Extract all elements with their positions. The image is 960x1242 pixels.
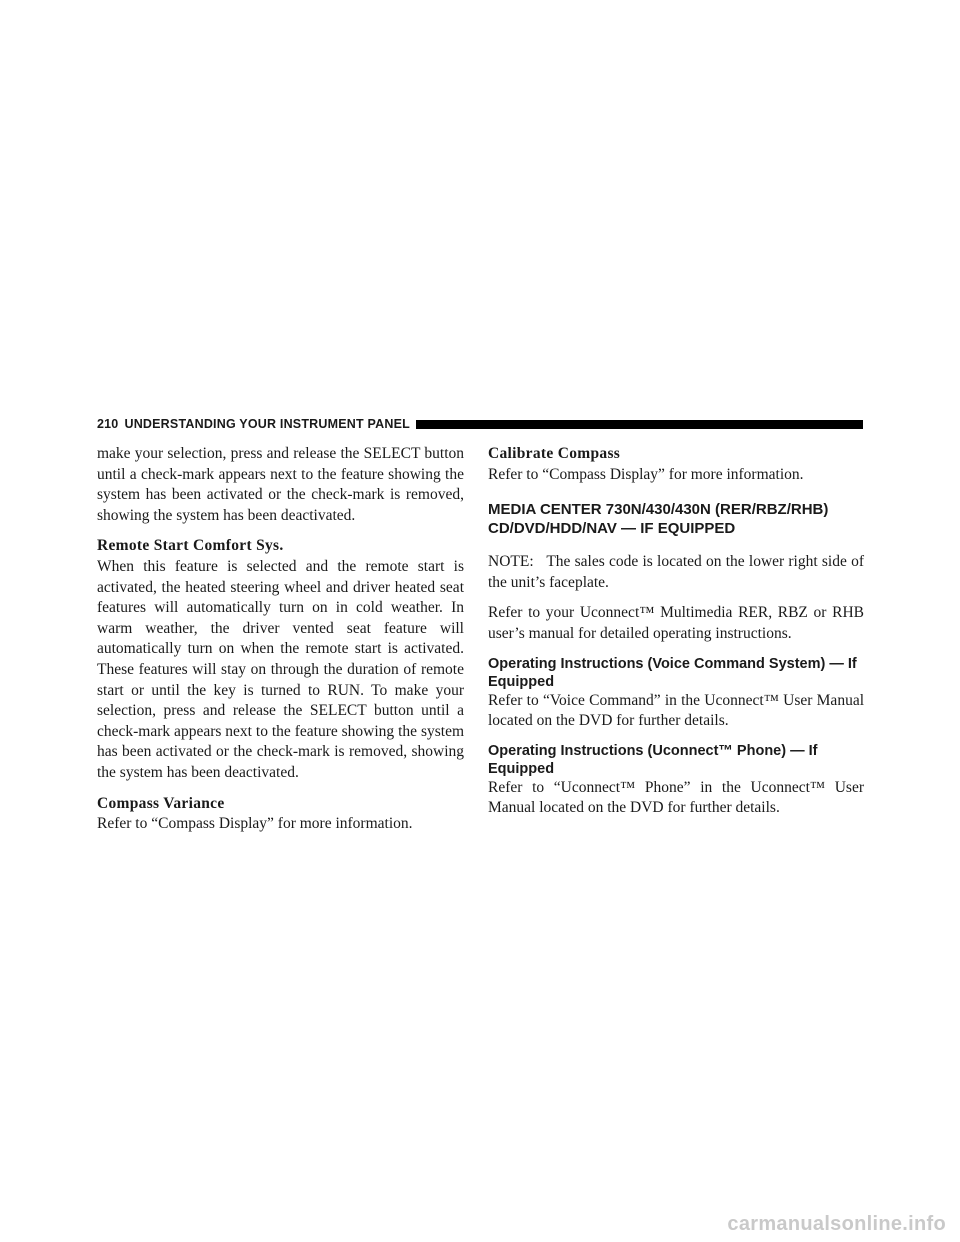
compass-variance-heading: Compass Variance	[97, 794, 225, 812]
header-rule	[416, 420, 863, 429]
phone-heading: Operating Instructions (Uconnect™ Phone) — If Equipped	[488, 742, 818, 777]
note-label: NOTE:	[488, 553, 534, 571]
note-paragraph	[488, 552, 864, 593]
watermark-text: carmanualsonline.info	[727, 1213, 946, 1235]
calibrate-compass-body: Refer to “Compass Display” for more information.	[488, 465, 804, 483]
section-title: UNDERSTANDING YOUR INSTRUMENT PANEL	[124, 417, 410, 431]
right-column	[488, 444, 864, 829]
voice-command-body: Refer to “Voice Command” in the Uconnect™ User Manual located on the DVD for further details.	[488, 691, 864, 730]
phone-body: Refer to “Uconnect™ Phone” in the Uconnect™ User Manual located on the DVD for further details.	[488, 778, 864, 817]
page-number: 210	[97, 417, 119, 431]
media-center-body: Refer to your Uconnect™ Multimedia RER, RBZ or RHB user’s manual for detailed operating instructions.	[488, 604, 864, 642]
media-center-heading: MEDIA CENTER 730N/430/430N (RER/RBZ/RHB) CD/DVD/HDD/NAV — IF EQUIPPED	[488, 501, 829, 537]
remote-start-heading: Remote Start Comfort Sys.	[97, 537, 284, 555]
compass-variance-body: Refer to “Compass Display” for more information.	[97, 815, 413, 833]
page-header	[97, 416, 863, 432]
note-body: The sales code is located on the lower right side of the unit’s faceplate.	[488, 553, 864, 591]
remote-start-body: When this feature is selected and the remote start is activated, the heated steering wheel and driver heated seat features will automatically turn on in cold weather. In warm weather, the driver vented seat feature will automatically turn on when the remote start is activated. These features will stay on through the duration of remote start or until the key is turned to RUN. To make your selection, press and release the SELECT button until a check-mark appears next to the feature showing the system has been activated or the check-mark is removed, showing the system has been deactivated.	[97, 557, 464, 781]
calibrate-compass-heading: Calibrate Compass	[488, 445, 621, 462]
intro-paragraph: make your selection, press and release the SELECT button until a check-mark appears next to the feature showing the system has been activated or the check-mark is removed, showing the system has been deactivated.	[97, 445, 464, 524]
voice-command-heading: Operating Instructions (Voice Command System) — If Equipped	[488, 655, 857, 690]
left-column	[97, 444, 464, 845]
